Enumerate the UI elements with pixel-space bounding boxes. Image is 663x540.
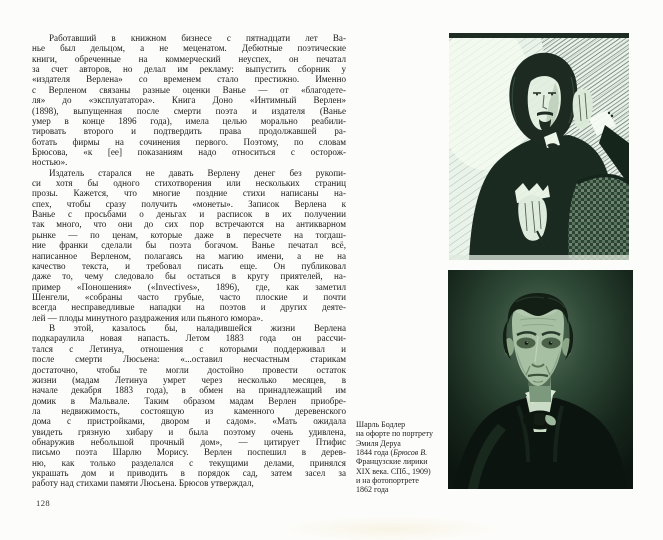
etching-portrait xyxy=(449,33,629,260)
text-line: за счет авторов, но делал им рекламу: выпустить сборник у xyxy=(32,64,346,75)
text-line: (1898), выпущенная после смерти поэта и издателя (Ванье xyxy=(32,105,346,116)
text-line: качество текста, и требовал писать еще. Он публиковал xyxy=(32,260,346,271)
caption-line: Французские лирики xyxy=(356,457,428,467)
text-line: достаточно, чтобы те могли достойно провести остаток xyxy=(32,364,346,375)
paragraph xyxy=(32,168,346,323)
text-line: с Верленом связаны разные оценки Ванье — от «благодете- xyxy=(32,84,346,95)
caption-line: XIX века. СПб., 1909) xyxy=(356,466,431,476)
paragraph xyxy=(32,323,346,489)
caption-line: на офорте по портрету xyxy=(356,429,433,439)
text-line: Брюсова, «к [ее] показаниям надо относиться с осторож- xyxy=(32,146,346,157)
text-line: рынке — по ценам, которые даже в пересчете на тогдаш- xyxy=(32,229,346,240)
scan-artifact xyxy=(280,516,500,540)
text-line: тался с Летинуа, отношения с которыми поддерживал и xyxy=(32,343,346,354)
caption-line: Шарль Бодлер xyxy=(356,420,406,429)
photo-portrait-image xyxy=(448,270,633,489)
caption xyxy=(356,420,460,495)
caption-line: и на фотопортрете xyxy=(356,476,419,486)
text-line: увидеть грязную хибару и была поэтому очень удивлена, xyxy=(32,426,346,437)
text-line: Шенгели, «собраны часто грубые, часто плоские и почти xyxy=(32,291,346,302)
text-line: жизни (мадам Летинуа умрет через несколько месяцев, в xyxy=(32,374,346,385)
text-line: книги, обреченные на коммерческий неуспех, он печатал xyxy=(32,53,346,64)
text-line: спех, чтобы сразу получить «монеты». Записок Верлена к xyxy=(32,198,346,209)
text-line: ля» до «эксплуататора». Книга Доно «Интимный Верлен» xyxy=(32,95,346,106)
text-line: дома с пристройками, двором и садом». «Мать ожидала xyxy=(32,416,346,427)
text-line: В этой, казалось бы, наладившейся жизни Верлена xyxy=(49,323,346,334)
text-line: ние франки сделали бы поэта богачом. Ванье печатал всё, xyxy=(32,240,346,251)
text-line: прозы. Кажется, что многие поздние стихи написаны на- xyxy=(32,188,346,199)
text-line: написанное Верленом, полагаясь на магию имени, а не на xyxy=(32,250,346,261)
text-line: обнаружив небольшой прочный дом», — цитирует Птифис xyxy=(32,437,346,448)
photo-portrait xyxy=(448,270,633,489)
paragraph xyxy=(32,33,346,168)
body-text xyxy=(32,33,346,489)
text-line: Издатель старался не давать Верлену денег без рукопи- xyxy=(49,167,346,178)
text-line: нье был дельцом, а не меценатом. Дебютные поэтические xyxy=(32,43,346,54)
text-line: лей — плоды минутного раздражения или пьяного юмора». xyxy=(32,312,263,323)
text-line: даже то, чему следовало бы остаться в кругу приятелей, на- xyxy=(32,271,346,282)
text-line: после смерти Люсьена: «...оставил несчастным старикам xyxy=(32,354,346,365)
text-line: ботать фирмы на сочинения первого. Поэтому, по словам xyxy=(32,136,346,147)
text-line: всегда несправедливые нападки на поэтов и других деяте- xyxy=(32,302,346,313)
text-line: ню, как только разделался с текущими делами, принялся xyxy=(32,457,346,468)
text-line: украшать дом и приводить в порядок сад, затем засел за xyxy=(32,468,346,479)
caption-line: Эмиля Деруа xyxy=(356,438,401,448)
text-line: подкараулила новая напасть. Летом 1883 года он рассчи- xyxy=(32,333,346,344)
text-line: ностью». xyxy=(32,157,68,168)
text-line: Ванье с просьбами о деньгах и расписок в их получении xyxy=(32,209,346,220)
text-line: тировать второго и подтвердить права продолжавшей ра- xyxy=(32,126,346,137)
caption-line: 1844 года (Брюсов В. xyxy=(356,448,428,458)
etching-portrait-image xyxy=(449,33,629,260)
text-line: пример «Поношения» («Invectives», 1896), где, как заметил xyxy=(32,281,346,292)
text-line: Работавший в книжном бизнесе с пятнадцати лет Ва- xyxy=(49,33,346,43)
text-line: си хотя бы одного стихотворения или нескольких страниц xyxy=(32,178,346,189)
text-line: работу над стихами памяти Люсьена. Брюсов утверждал, xyxy=(32,478,254,489)
text-line: умер в конце 1896 года), имела целью морально реабили- xyxy=(32,115,346,126)
text-line: письмо поэта Шарлю Морису. Верлен поспешил в дерев- xyxy=(32,447,346,458)
text-line: «издателя Верлена» со временем стало престижно. Именно xyxy=(32,74,346,85)
text-line: домик в Мальвале. Таким образом мадам Верлен приобре- xyxy=(32,395,346,406)
text-line: так много, что они до сих пор встречаются на антикварном xyxy=(32,219,346,230)
page-number: 128 xyxy=(36,498,51,508)
text-line: начале декабря 1883 года), в обмен на принадлежащий им xyxy=(32,385,346,396)
caption-line: 1862 года xyxy=(356,485,389,495)
text-line: ла недвижимость, состоящую из каменного деревенского xyxy=(32,405,346,416)
